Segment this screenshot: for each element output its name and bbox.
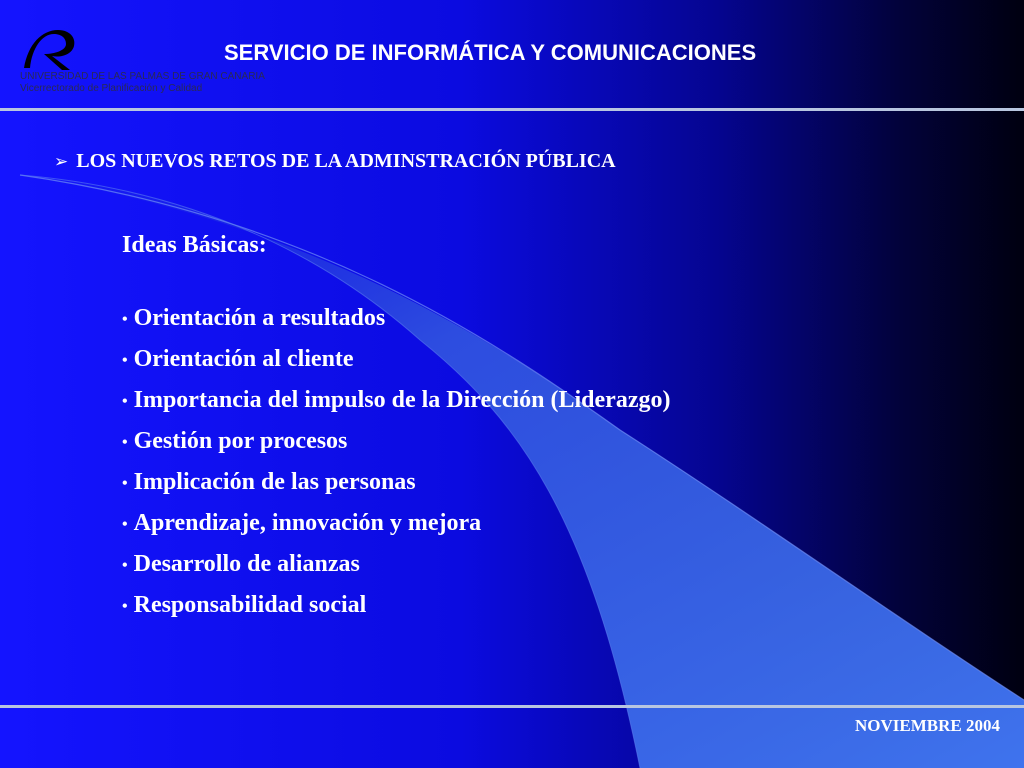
list-item-text: Importancia del impulso de la Dirección (Liderazgo) xyxy=(133,387,671,413)
bullet-dot: • xyxy=(122,597,128,615)
list-item-text: Responsabilidad social xyxy=(133,592,367,618)
list-item xyxy=(122,507,670,548)
bullet-dot: • xyxy=(122,515,128,533)
list-item-text: Orientación a resultados xyxy=(133,305,386,331)
list-item xyxy=(122,384,670,425)
logo-university-name: UNIVERSIDAD DE LAS PALMAS DE GRAN CANARIA xyxy=(20,71,265,82)
ideas-heading: Ideas Básicas: xyxy=(122,232,267,258)
list-item-text: Gestión por procesos xyxy=(133,428,348,454)
ideas-list xyxy=(122,302,670,630)
list-item xyxy=(122,302,670,343)
list-item xyxy=(122,548,670,589)
list-item xyxy=(122,425,670,466)
university-logo-icon xyxy=(18,24,78,72)
bullet-dot: • xyxy=(122,310,128,328)
list-item xyxy=(122,466,670,507)
bullet-dot: • xyxy=(122,392,128,410)
list-item xyxy=(122,589,670,630)
header-divider xyxy=(0,108,1024,111)
section-title-row xyxy=(54,150,616,173)
footer-divider xyxy=(0,705,1024,708)
arrow-bullet-icon: ➢ xyxy=(54,152,69,172)
bullet-dot: • xyxy=(122,556,128,574)
bullet-dot: • xyxy=(122,351,128,369)
logo-department-name: Vicerrectorado de Planificación y Calidad xyxy=(20,83,203,94)
header-title: SERVICIO DE INFORMÁTICA Y COMUNICACIONES xyxy=(224,40,757,65)
bullet-dot: • xyxy=(122,433,128,451)
list-item-text: Desarrollo de alianzas xyxy=(133,551,360,577)
list-item-text: Orientación al cliente xyxy=(133,346,354,372)
university-logo xyxy=(14,24,265,98)
list-item xyxy=(122,343,670,384)
footer-date: NOVIEMBRE 2004 xyxy=(855,716,1000,735)
section-title: LOS NUEVOS RETOS DE LA ADMINSTRACIÓN PÚBLICA xyxy=(76,150,616,172)
list-item-text: Implicación de las personas xyxy=(133,469,416,495)
bullet-dot: • xyxy=(122,474,128,492)
list-item-text: Aprendizaje, innovación y mejora xyxy=(133,510,482,536)
